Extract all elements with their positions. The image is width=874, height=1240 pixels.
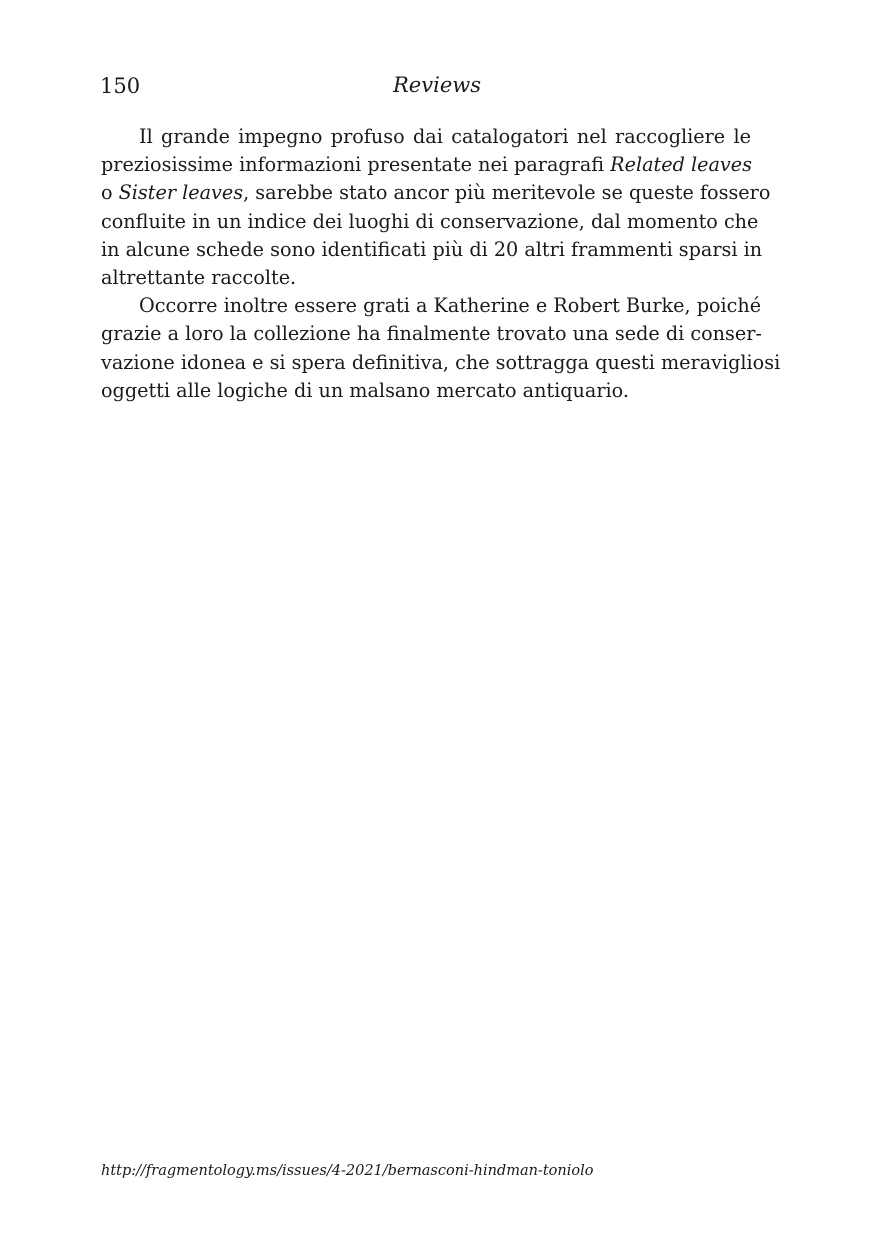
paragraph-2 [101,292,781,405]
text-line: Occorre inoltre essere grati a Katherine e Robert Burke, poiché [139,294,762,318]
italic-term: Related leaves [610,153,752,177]
footer-url: http://fragmentology.ms/issues/4-2021/bernasconi-hindman-toniolo [101,1163,594,1179]
paragraph-1 [101,123,771,292]
text-line: oggetti alle logiche di un malsano mercato antiquario. [101,378,629,402]
text-line: confluite in un indice dei luoghi di conservazione, dal momento che [101,209,759,233]
text-line: in alcune schede sono identificati più di 20 altri frammenti sparsi in [101,237,763,261]
text-run: o [101,181,119,205]
text-line: altrettante raccolte. [101,266,297,290]
article-body [101,123,781,405]
text-line [101,151,751,179]
page-number: 150 [100,74,141,98]
italic-term: Sister leaves [118,181,244,205]
text-run: , sarebbe stato ancor più meritevole se queste fossero [243,181,771,205]
text-line [101,179,771,207]
text-line: Il grande impegno profuso dai catalogatori nel raccogliere le [139,125,751,148]
text-run: preziosissime informazioni presentate nei paragrafi [101,153,611,177]
text-line: grazie a loro la collezione ha finalmente trovato una sede di conser- [101,322,762,346]
text-line: vazione idonea e si spera definitiva, che sottragga questi meravigliosi [101,350,781,374]
running-head: Reviews [393,73,481,97]
